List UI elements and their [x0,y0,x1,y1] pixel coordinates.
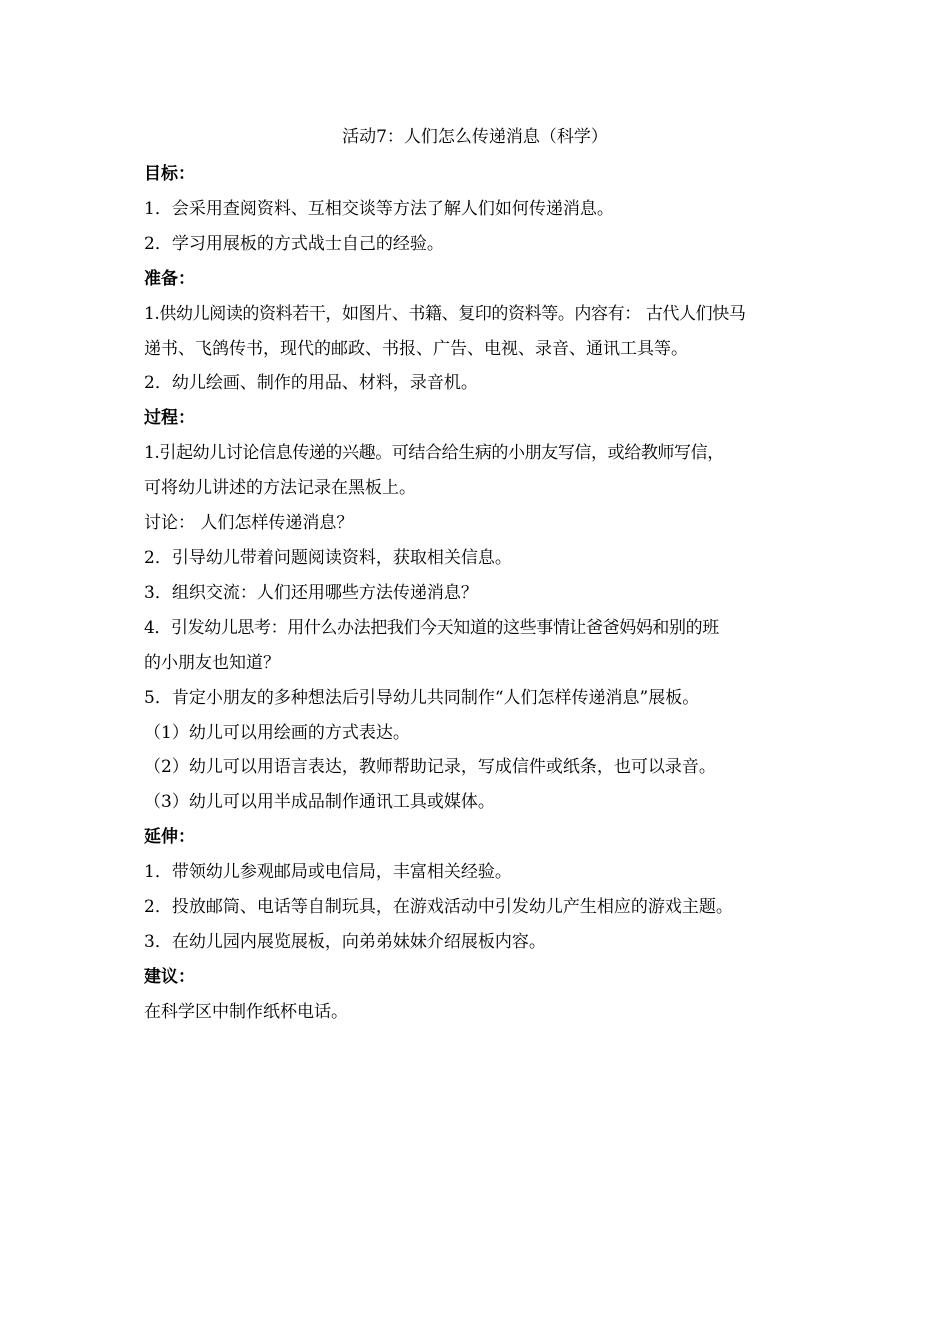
process-subitem-2: （2）幼儿可以用语言表达，教师帮助记录，写成信件或纸条，也可以录音。 [144,757,716,778]
suggestion-item: 在科学区中制作纸杯电话。 [144,1001,348,1022]
preparation-item-1-line-1: 1.供幼儿阅读的资料若干，如图片、书籍、复印的资料等。内容有： 古代人们快马 [144,303,746,324]
process-subitem-3: （3）幼儿可以用半成品制作通讯工具或媒体。 [144,792,495,813]
process-subitem-1: （1）幼儿可以用绘画的方式表达。 [144,722,410,743]
document-body [144,157,824,1030]
section-heading-goals: 目标： [144,164,195,184]
preparation-item-2: 2．幼儿绘画、制作的用品、材料，录音机。 [144,373,478,394]
goal-item-1: 1．会采用查阅资料、互相交谈等方法了解人们如何传递消息。 [144,198,614,219]
process-item-5: 5．肯定小朋友的多种想法后引导幼儿共同制作“人们怎样传递消息”展板。 [144,687,700,708]
section-heading-extension: 延伸： [144,827,195,848]
section-heading-preparation: 准备： [144,268,195,289]
extension-item-1: 1．带领幼儿参观邮局或电信局，丰富相关经验。 [144,862,512,883]
preparation-item-1-line-2: 递书、飞鸽传书，现代的邮政、书报、广告、电视、录音、通讯工具等。 [144,338,688,359]
process-discussion: 讨论： 人们怎样传递消息？ [144,513,354,534]
section-heading-process: 过程： [144,408,195,429]
process-item-2: 2．引导幼儿带着问题阅读资料，获取相关信息。 [144,547,512,568]
document-title: 活动7：人们怎么传递消息（科学） [342,127,608,147]
process-item-4-line-2: 的小朋友也知道？ [144,652,280,673]
section-heading-suggestion: 建议： [144,966,195,987]
extension-item-2: 2．投放邮筒、电话等自制玩具，在游戏活动中引发幼儿产生相应的游戏主题。 [144,897,733,918]
process-item-3: 3．组织交流：人们还用哪些方法传递消息？ [144,582,478,603]
extension-item-3: 3．在幼儿园内展览展板，向弟弟妹妹介绍展板内容。 [144,931,546,952]
goal-item-2: 2．学习用展板的方式战士自己的经验。 [144,233,444,254]
process-item-1-line-1: 1.引起幼儿讨论信息传递的兴趣。可结合给生病的小朋友写信，或给教师写信， [144,443,724,464]
process-item-1-line-2: 可将幼儿讲述的方法记录在黑板上。 [144,478,416,499]
process-item-4-line-1: 4．引发幼儿思考：用什么办法把我们今天知道的这些事情让爸爸妈妈和别的班 [144,617,719,638]
